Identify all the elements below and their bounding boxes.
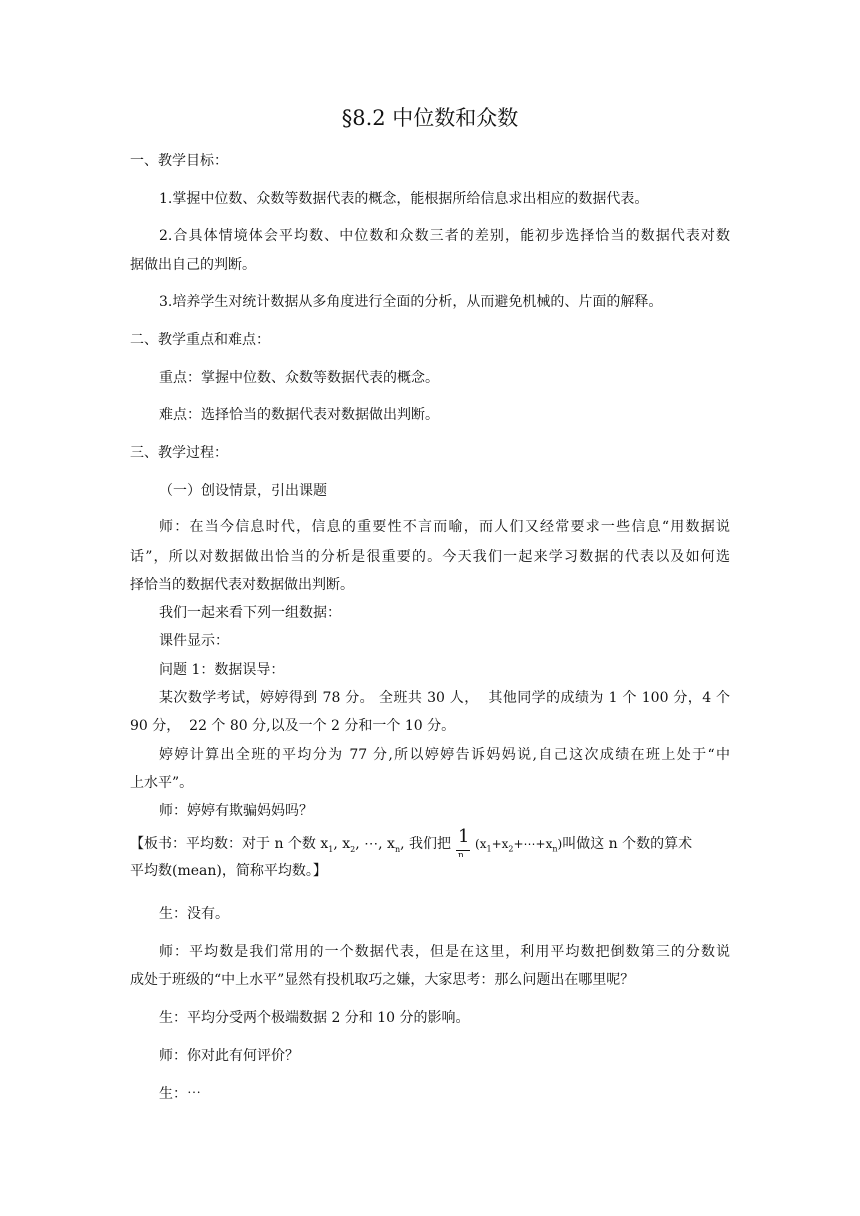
teacher-intro-line-1: 师：在当今信息时代，信息的重要性不言而喻，而人们又经常要求一些信息“用数据说: [159, 519, 730, 535]
student-answer-3: 生：⋯: [159, 1086, 201, 1102]
problem-1-line-1: 某次数学考试，婷婷得到 78 分。 全班共 30 人， 其他同学的成绩为 1 个 100 分，4 个: [159, 690, 730, 706]
teacher-comment-line-2: 成处于班级的“中上水平”显然有投机取巧之嫌，大家思考：那么问题出在哪里呢？: [130, 972, 635, 988]
average-claim-line-2: 上水平”。: [130, 775, 194, 791]
problem-1-line-2: 90 分， 22 个 80 分,以及一个 2 分和一个 10 分。: [130, 718, 456, 734]
teacher-intro-line-2: 话”，所以对数据做出恰当的分析是很重要的。今天我们一起来学习数据的代表以及如何选: [130, 549, 730, 565]
student-answer-1: 生：没有。: [159, 906, 229, 922]
section-heading-process: 三、教学过程：: [130, 445, 228, 461]
key-point: 重点：掌握中位数、众数等数据代表的概念。: [159, 370, 439, 386]
teacher-question-evaluate: 师：你对此有何评价？: [159, 1048, 299, 1064]
board-note-mean-definition: 【板书：平均数：对于 n 个数 $x_1$, $x_2$, ⋯, $x_n$, 我们把 $\frac{1}{n}$ $(x_1+x_2+\cdots+x_n)$叫做这 n 个数的算术: [130, 826, 693, 857]
average-claim-line-1: 婷婷计算出全班的平均分为 77 分,所以婷婷告诉妈妈说,自己这次成绩在班上处于“中: [159, 747, 730, 763]
section-heading-key-points: 二、教学重点和难点：: [130, 332, 270, 348]
problem-1-heading: 问题 1：数据误导：: [159, 662, 285, 678]
sum-formula: $(x_1+x_2+\cdots+x_n)$: [475, 837, 563, 854]
one-over-n-fraction: $\frac{1}{n}$: [458, 826, 470, 857]
page-title: §8.2 中位数和众数: [341, 106, 519, 130]
objective-2-line-1: 2.合具体情境体会平均数、中位数和众数三者的差别，能初步选择恰当的数据代表对数: [159, 228, 730, 244]
objective-3: 3.培养学生对统计数据从多角度进行全面的分析，从而避免机械的、片面的解释。: [159, 294, 663, 310]
section-heading-objectives: 一、教学目标：: [130, 153, 228, 169]
data-intro: 我们一起来看下列一组数据：: [159, 605, 341, 621]
teacher-intro-line-3: 择恰当的数据代表对数据做出判断。: [130, 577, 354, 593]
teacher-question-deceive: 师：婷婷有欺骗妈妈吗？: [159, 803, 313, 819]
objective-1: 1.掌握中位数、众数等数据代表的概念，能根据所给信息求出相应的数据代表。: [159, 191, 649, 207]
slide-display-label: 课件显示：: [159, 633, 229, 649]
board-note-line-2: 平均数(mean)，简称平均数。】: [130, 863, 327, 879]
objective-2-line-2: 据做出自己的判断。: [130, 257, 256, 273]
subsection-heading-intro: （一）创设情景，引出课题: [159, 483, 327, 499]
student-answer-2: 生：平均分受两个极端数据 2 分和 10 分的影响。: [159, 1010, 470, 1026]
teacher-comment-line-1: 师：平均数是我们常用的一个数据代表，但是在这里，利用平均数把倒数第三的分数说: [159, 944, 730, 960]
difficult-point: 难点：选择恰当的数据代表对数据做出判断。: [159, 407, 439, 423]
